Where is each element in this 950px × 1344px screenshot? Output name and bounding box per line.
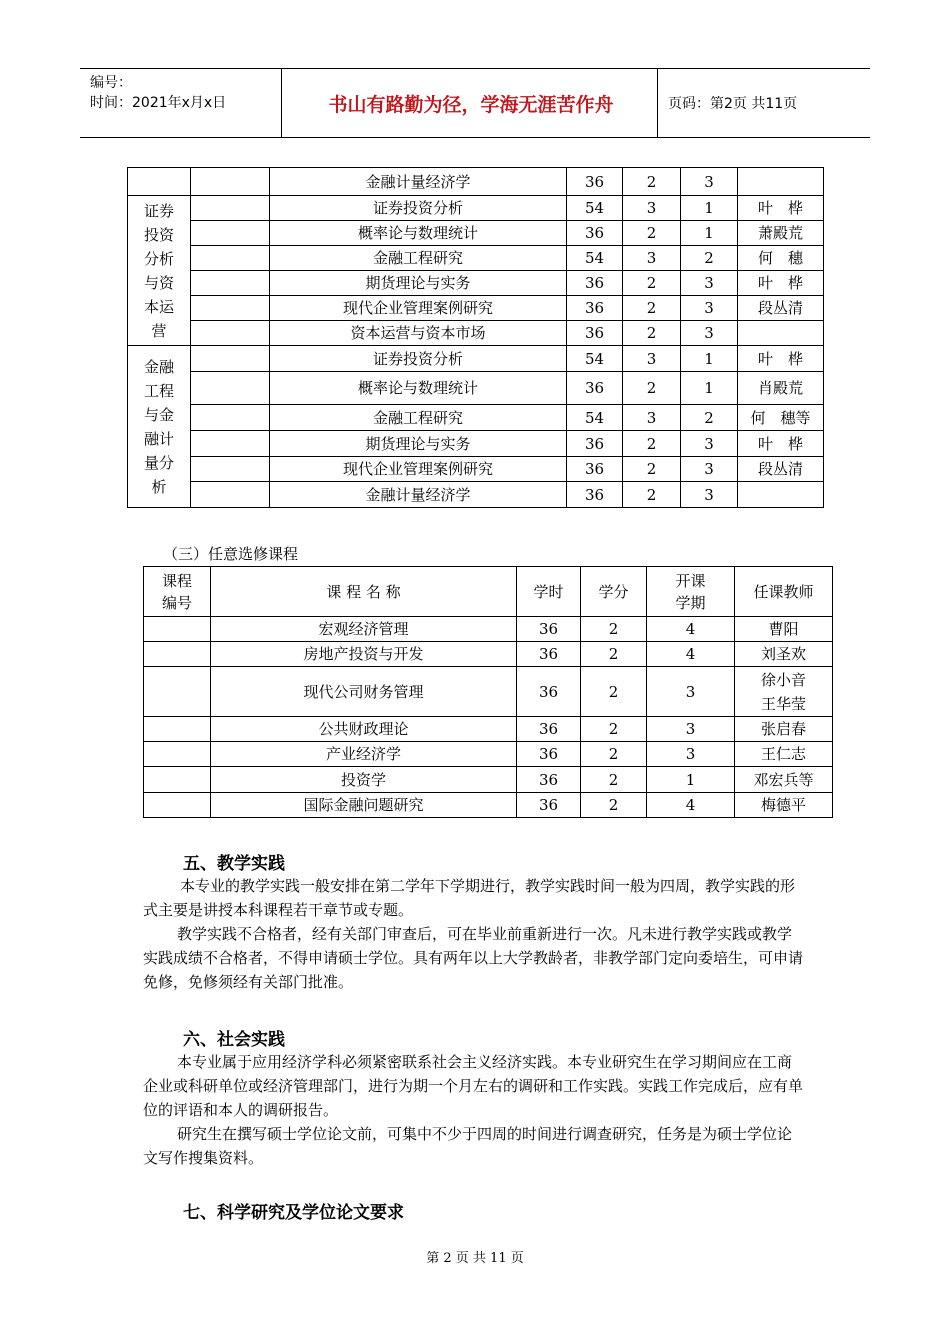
- table-row: [144, 667, 833, 717]
- term-cell: 3: [681, 271, 738, 296]
- credits-cell: 3: [623, 196, 681, 221]
- code-cell: [144, 767, 211, 793]
- credits-cell: 2: [623, 431, 681, 457]
- name-cell: 宏观经济管理: [211, 617, 517, 642]
- table-row: [128, 431, 824, 457]
- credits-cell: 2: [623, 296, 681, 321]
- credits-cell: 2: [623, 482, 681, 508]
- course-name-cell: 概率论与数理统计: [270, 372, 567, 405]
- teacher-cell: [738, 321, 824, 346]
- hours-cell: 36: [517, 793, 581, 818]
- optional-course-table-body: [144, 617, 833, 818]
- section-6-paragraph: 研究生在撰写硕士学位论文前，可集中不少于四周的时间进行调查研究，任务是为硕士学位论文写作搜集资料。: [143, 1125, 793, 1167]
- code-cell: [144, 717, 211, 742]
- header-term: 开课 学期: [647, 567, 735, 617]
- credits-cell: 2: [623, 168, 681, 196]
- direction-label-line: 工程: [143, 381, 174, 400]
- credits-cell: 3: [623, 246, 681, 271]
- term-cell: 1: [681, 221, 738, 246]
- header-course-name: 课 程 名 称: [211, 567, 517, 617]
- section-6-title: 六、社会实践: [183, 1030, 285, 1050]
- teacher-cell: 张启春: [735, 717, 833, 742]
- credits-cell: 2: [623, 271, 681, 296]
- table-row: [128, 346, 824, 372]
- course-code-cell: [191, 346, 270, 372]
- table-header-row: [144, 567, 833, 617]
- name-cell: 产业经济学: [211, 742, 517, 767]
- course-code-cell: [191, 431, 270, 457]
- term-cell: 2: [681, 246, 738, 271]
- hours-cell: 54: [567, 196, 623, 221]
- table-row: [144, 717, 833, 742]
- term-cell: 4: [647, 617, 735, 642]
- course-table-body: [128, 168, 824, 508]
- teacher-cell: 萧殿荒: [738, 221, 824, 246]
- direction-label-line: 金融: [143, 357, 174, 376]
- header-credits: 学分: [581, 567, 647, 617]
- teacher-cell: 何 穗: [738, 246, 824, 271]
- hours-cell: 36: [517, 767, 581, 793]
- table-row: [128, 246, 824, 271]
- section-5-title: 五、教学实践: [183, 854, 285, 874]
- direction-label-cell: [128, 168, 191, 196]
- direction-label-cell: [128, 196, 191, 346]
- direction-label-cell: [128, 346, 191, 508]
- code-cell: [144, 667, 211, 717]
- hours-cell: 36: [567, 482, 623, 508]
- course-name-cell: 概率论与数理统计: [270, 221, 567, 246]
- doc-number-label: 编号：: [90, 75, 132, 91]
- header-page-label: 页码：第2页 共11页: [668, 96, 798, 112]
- doc-time-label: 时间：2021年x月x日: [90, 95, 227, 111]
- page-footer: 第 2 页 共 11 页: [426, 1251, 524, 1266]
- hours-cell: 36: [567, 372, 623, 405]
- course-name-cell: 现代企业管理案例研究: [270, 296, 567, 321]
- course-name-cell: 现代企业管理案例研究: [270, 457, 567, 482]
- term-cell: 2: [681, 405, 738, 431]
- teacher-cell: 刘圣欢: [735, 642, 833, 667]
- table-row: [144, 767, 833, 793]
- credits-cell: 2: [581, 642, 647, 667]
- course-code-cell: [191, 196, 270, 221]
- course-code-cell: [191, 457, 270, 482]
- name-cell: 公共财政理论: [211, 717, 517, 742]
- section-5-paragraph: 教学实践不合格者，经有关部门审查后，可在毕业前重新进行一次。凡未进行教学实践或教学实践成绩不合格者，不得申请硕士学位。具有两年以上大学教龄者，非教学部门定向委培生，可申请免修，免修须经有关部门批准。: [143, 925, 804, 991]
- direction-label-line: 营: [151, 321, 167, 340]
- direction-label-line: 析: [151, 477, 167, 496]
- header-meta: [90, 73, 226, 113]
- teacher-cell: 梅德平: [735, 793, 833, 818]
- teacher-cell: 叶 桦: [738, 431, 824, 457]
- section-6-paragraph: 本专业属于应用经济学科必须紧密联系社会主义经济实践。本专业研究生在学习期间应在工商企业或科研单位或经济管理部门，进行为期一个月左右的调研和工作实践。实践工作完成后，应有单位的评语和本人的调研报告。: [143, 1053, 804, 1119]
- section-3-title: （三）任意选修课程: [163, 545, 299, 563]
- code-cell: [144, 742, 211, 767]
- term-cell: 3: [681, 296, 738, 321]
- hours-cell: 36: [567, 296, 623, 321]
- table-row: [128, 168, 824, 196]
- course-name-cell: 资本运营与资本市场: [270, 321, 567, 346]
- table-row: [128, 271, 824, 296]
- header-divider: [281, 69, 282, 137]
- table-row: [128, 405, 824, 431]
- name-cell: 房地产投资与开发: [211, 642, 517, 667]
- hours-cell: 36: [517, 742, 581, 767]
- term-cell: 3: [647, 742, 735, 767]
- credits-cell: 2: [581, 767, 647, 793]
- course-name-cell: 证券投资分析: [270, 346, 567, 372]
- header-teacher: 任课教师: [735, 567, 833, 617]
- teacher-cell: [738, 168, 824, 196]
- name-cell: 国际金融问题研究: [211, 793, 517, 818]
- code-cell: [144, 617, 211, 642]
- term-cell: 3: [647, 717, 735, 742]
- term-cell: 3: [681, 321, 738, 346]
- credits-cell: 3: [623, 346, 681, 372]
- name-cell: 现代公司财务管理: [211, 667, 517, 717]
- term-cell: 1: [681, 196, 738, 221]
- hours-cell: 54: [567, 405, 623, 431]
- teacher-name-line: 王华莹: [760, 694, 806, 713]
- course-name-cell: 金融计量经济学: [270, 482, 567, 508]
- direction-label-line: 证券: [143, 201, 174, 220]
- hours-cell: 36: [567, 431, 623, 457]
- credits-cell: 2: [623, 457, 681, 482]
- term-cell: 3: [681, 457, 738, 482]
- course-code-cell: [191, 296, 270, 321]
- credits-cell: 2: [581, 717, 647, 742]
- teacher-cell: 何 穗等: [738, 405, 824, 431]
- hours-cell: 36: [517, 667, 581, 717]
- direction-label-line: 融计: [143, 429, 174, 448]
- teacher-name-line: 徐小音: [760, 670, 806, 689]
- table-row: [128, 296, 824, 321]
- teacher-cell: 肖殿荒: [738, 372, 824, 405]
- direction-label-line: 分析: [143, 249, 174, 268]
- code-cell: [144, 642, 211, 667]
- hours-cell: 36: [567, 271, 623, 296]
- course-code-cell: [191, 271, 270, 296]
- course-name-cell: 金融工程研究: [270, 246, 567, 271]
- term-cell: 1: [681, 346, 738, 372]
- credits-cell: 2: [581, 793, 647, 818]
- page-header: [80, 68, 870, 138]
- teacher-cell: [735, 667, 833, 717]
- course-code-cell: [191, 405, 270, 431]
- credits-cell: 2: [581, 742, 647, 767]
- header-course-code: 课程 编号: [144, 567, 211, 617]
- credits-cell: 3: [623, 405, 681, 431]
- direction-label-line: 量分: [143, 453, 174, 472]
- course-table-electives-by-direction: [127, 167, 824, 508]
- hours-cell: 36: [517, 617, 581, 642]
- teacher-cell: 王仁志: [735, 742, 833, 767]
- term-cell: 4: [647, 642, 735, 667]
- course-code-cell: [191, 246, 270, 271]
- hours-cell: 36: [517, 642, 581, 667]
- course-name-cell: 金融工程研究: [270, 405, 567, 431]
- course-code-cell: [191, 221, 270, 246]
- course-code-cell: [191, 168, 270, 196]
- teacher-cell: 段丛清: [738, 457, 824, 482]
- header-motto: 书山有路勤为径，学海无涯苦作舟: [328, 93, 614, 116]
- hours-cell: 36: [567, 221, 623, 246]
- table-row: [128, 221, 824, 246]
- direction-label-line: 与金: [143, 405, 174, 424]
- term-cell: 4: [647, 793, 735, 818]
- credits-cell: 2: [623, 221, 681, 246]
- teacher-cell: 叶 桦: [738, 196, 824, 221]
- hours-cell: 36: [567, 321, 623, 346]
- table-row: [144, 642, 833, 667]
- table-row: [128, 321, 824, 346]
- direction-label-line: 本运: [143, 297, 174, 316]
- hours-cell: 36: [567, 168, 623, 196]
- course-name-cell: 证券投资分析: [270, 196, 567, 221]
- teacher-cell: 曹阳: [735, 617, 833, 642]
- optional-course-table: [143, 566, 833, 818]
- name-cell: 投资学: [211, 767, 517, 793]
- direction-label-line: 投资: [143, 225, 174, 244]
- course-name-cell: 期货理论与实务: [270, 431, 567, 457]
- hours-cell: 54: [567, 246, 623, 271]
- table-row: [128, 482, 824, 508]
- term-cell: 3: [647, 667, 735, 717]
- term-cell: 3: [681, 168, 738, 196]
- credits-cell: 2: [623, 321, 681, 346]
- term-cell: 3: [681, 431, 738, 457]
- course-name-cell: 金融计量经济学: [270, 168, 567, 196]
- teacher-cell: 叶 桦: [738, 346, 824, 372]
- credits-cell: 2: [581, 667, 647, 717]
- credits-cell: 2: [581, 617, 647, 642]
- teacher-cell: 邓宏兵等: [735, 767, 833, 793]
- table-row: [144, 742, 833, 767]
- course-code-cell: [191, 482, 270, 508]
- table-row: [144, 617, 833, 642]
- header-hours: 学时: [517, 567, 581, 617]
- code-cell: [144, 793, 211, 818]
- course-code-cell: [191, 372, 270, 405]
- hours-cell: 36: [567, 457, 623, 482]
- section-7-title: 七、科学研究及学位论文要求: [183, 1203, 404, 1223]
- term-cell: 1: [681, 372, 738, 405]
- credits-cell: 2: [623, 372, 681, 405]
- term-cell: 3: [681, 482, 738, 508]
- term-cell: 1: [647, 767, 735, 793]
- course-name-cell: 期货理论与实务: [270, 271, 567, 296]
- table-row: [128, 457, 824, 482]
- table-row: [128, 372, 824, 405]
- hours-cell: 36: [517, 717, 581, 742]
- direction-label-line: 与资: [143, 273, 174, 292]
- hours-cell: 54: [567, 346, 623, 372]
- course-code-cell: [191, 321, 270, 346]
- table-row: [128, 196, 824, 221]
- table-row: [144, 793, 833, 818]
- teacher-cell: [738, 482, 824, 508]
- teacher-cell: 叶 桦: [738, 271, 824, 296]
- section-5-paragraph: 本专业的教学实践一般安排在第二学年下学期进行，教学实践时间一般为四周，教学实践的形式主要是讲授本科课程若干章节或专题。: [143, 877, 796, 919]
- teacher-cell: 段丛清: [738, 296, 824, 321]
